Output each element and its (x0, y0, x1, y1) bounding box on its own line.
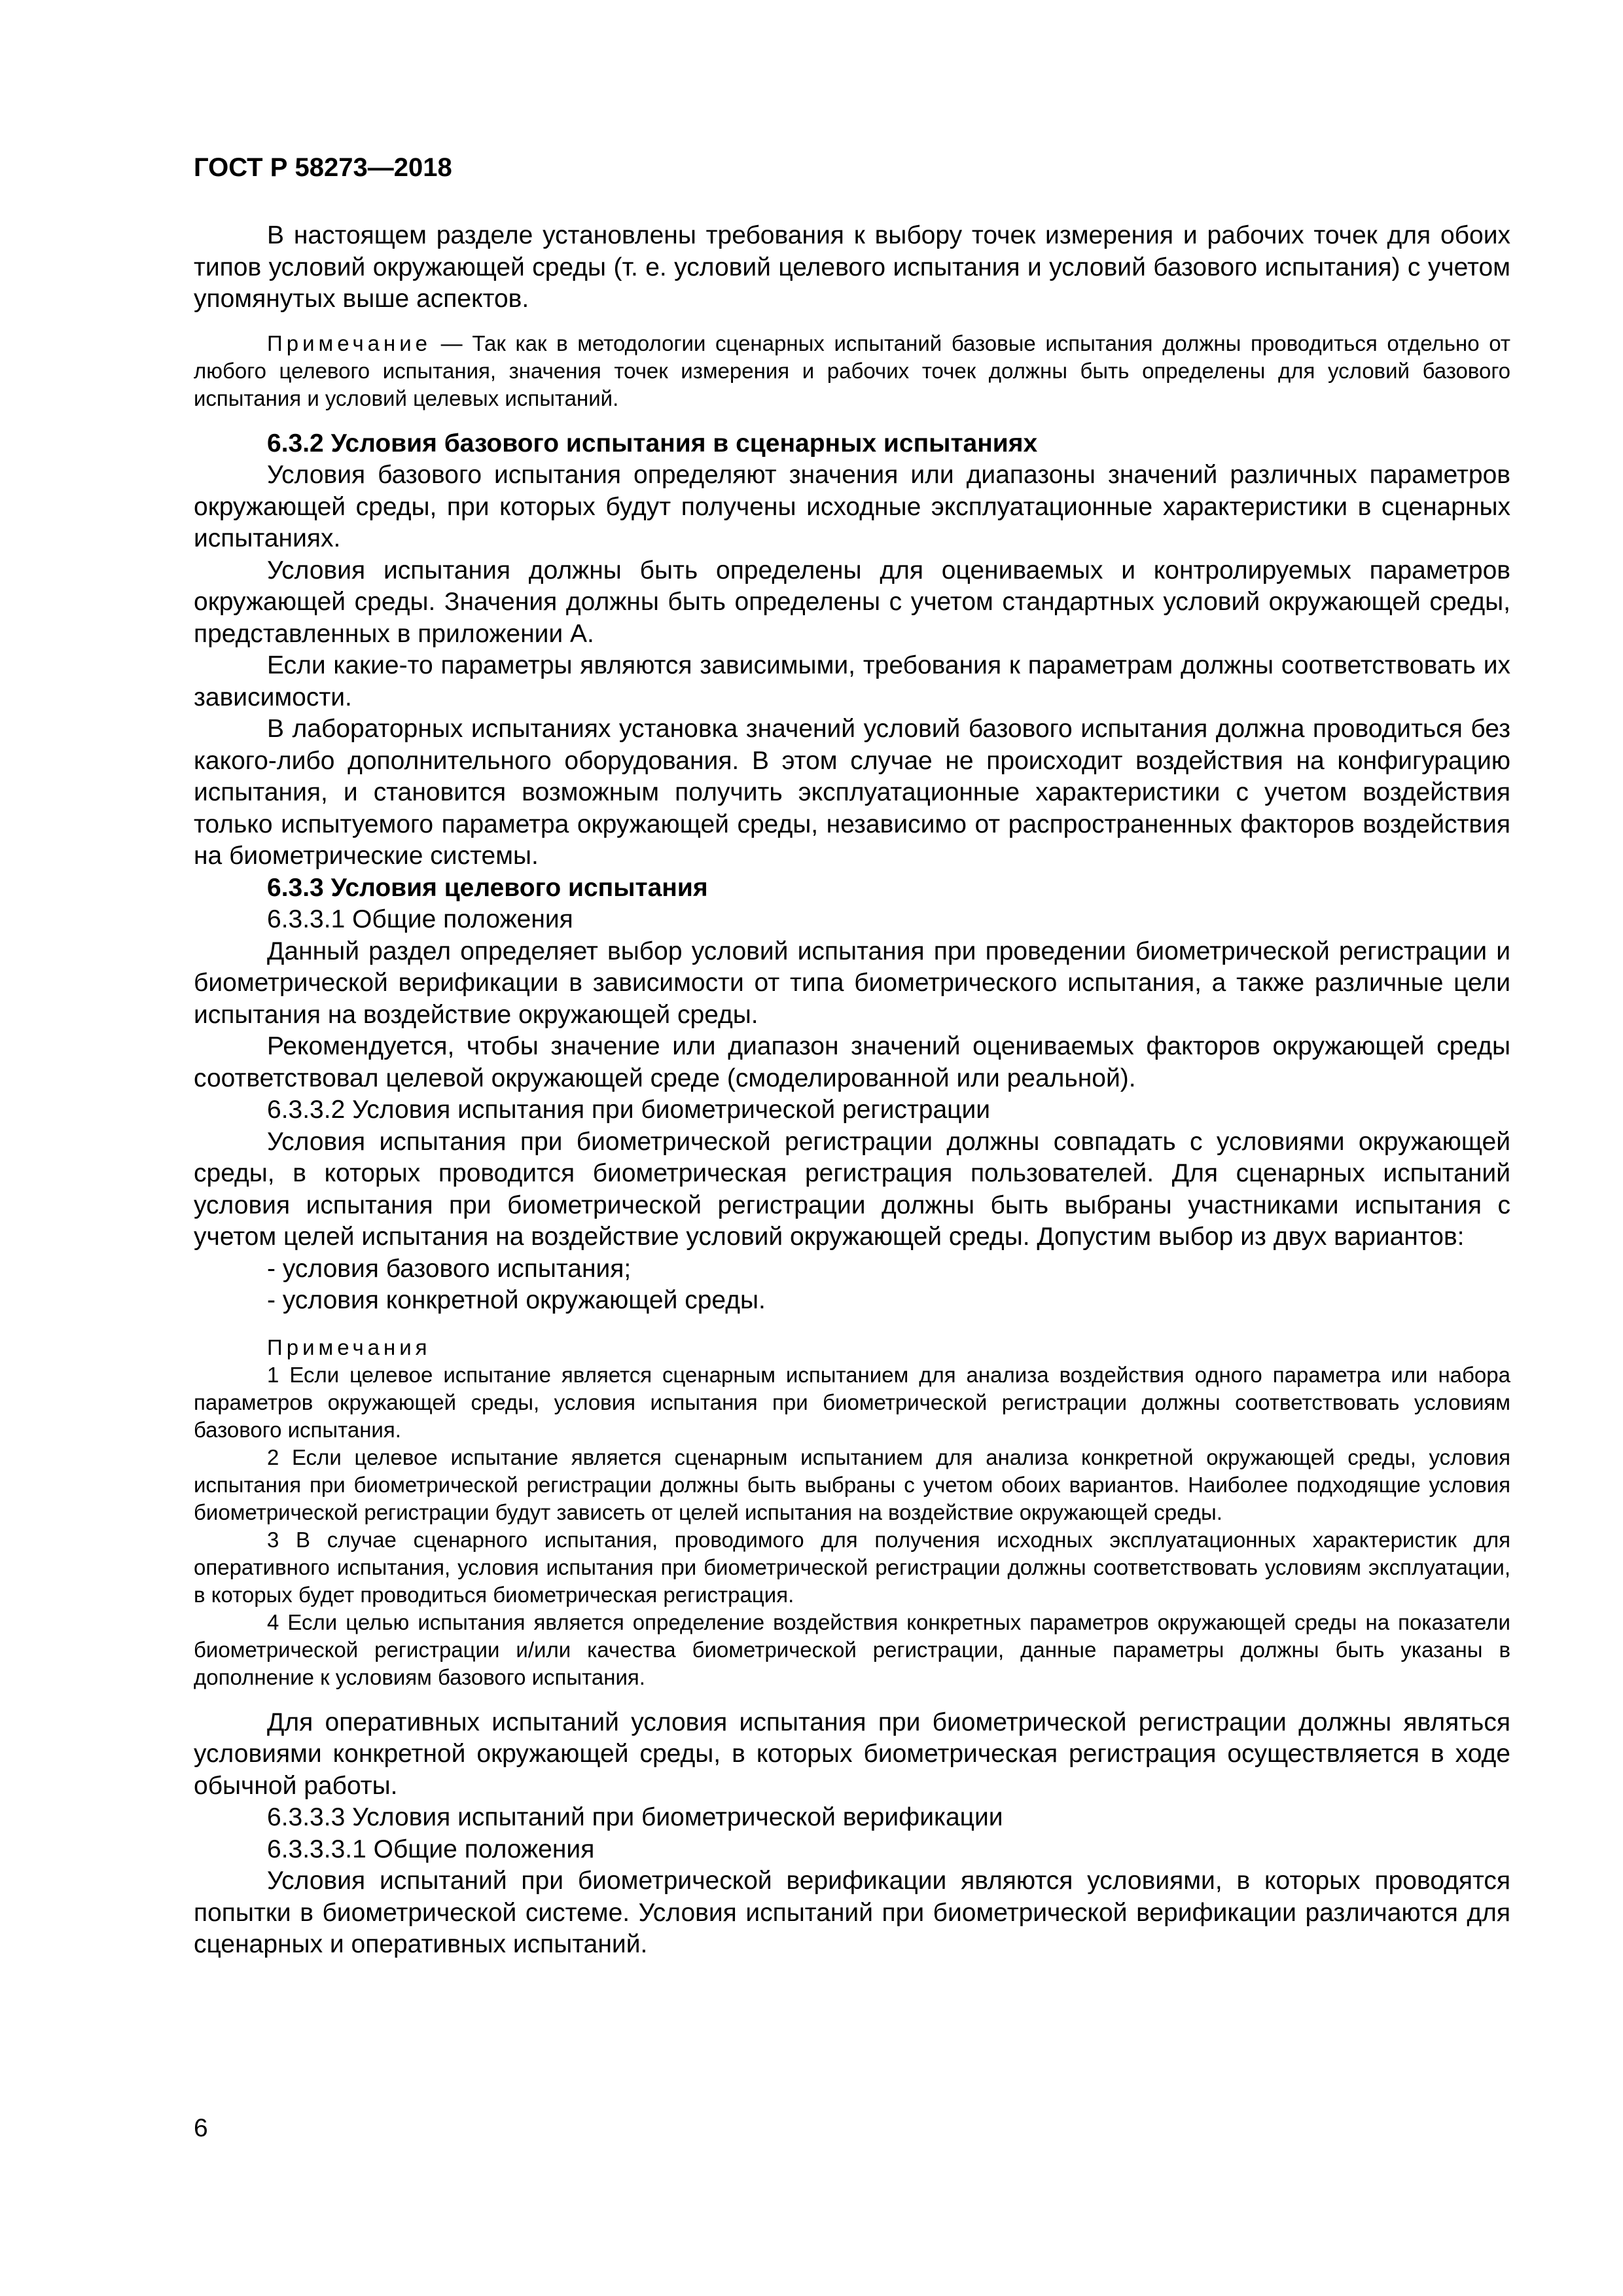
list-item: - условия конкретной окружающей среды. (267, 1286, 766, 1314)
paragraph: Условия испытаний при биометрической верификации являются условиями, в которых проводятся попытки в биометрической системе. Условия испытаний при биометрической верификации различаются для сценарных и оперативных испытаний. (194, 1867, 1510, 1958)
section-heading-6-3-3: 6.3.3 Условия целевого испытания (267, 873, 708, 902)
subsection-heading-6-3-3-1: 6.3.3.1 Общие положения (267, 905, 573, 933)
section-heading-6-3-2: 6.3.2 Условия базового испытания в сценарных испытаниях (267, 429, 1038, 457)
page-number: 6 (194, 2114, 208, 2142)
paragraph: Данный раздел определяет выбор условий испытания при проведении биометрической регистрации и биометрической верификации в зависимости от типа биометрического испытания, а также различные цели испытания на воздействие окружающей среды. (194, 937, 1510, 1029)
intro-paragraph: В настоящем разделе установлены требования к выбору точек измерения и рабочих точек для обоих типов условий окружающей среды (т. е. условий целевого испытания и условий базового испытания) с учетом упомянутых выше аспектов. (194, 221, 1510, 313)
paragraph: Для оперативных испытаний условия испытания при биометрической регистрации должны являться условиями конкретной окружающей среды, в которых биометрическая регистрация осуществляется в ходе обычной работы. (194, 1708, 1510, 1800)
list-item: - условия базового испытания; (267, 1254, 632, 1283)
notes-title: Примечания (267, 1335, 431, 1359)
intro-note (194, 330, 1510, 412)
note-item: 1 Если целевое испытание является сценарным испытанием для анализа воздействия одного параметра или набора параметров окружающей среды, условия испытания при биометрической регистрации должны соответствовать условиям базового испытания. (194, 1362, 1510, 1442)
note-item: 2 Если целевое испытание является сценарным испытанием для анализа конкретной окружающей среды, условия испытания при биометрической регистрации должны быть выбраны с учетом обоих вариантов. Наиболее подходящие условия биометрической регистрации будут зависеть от целей испытания на воздействие окружающей среды. (194, 1444, 1510, 1524)
paragraph: Условия испытания при биометрической регистрации должны совпадать с условиями окружающей среды, в которых проводится биометрическая регистрация пользователей. Для сценарных испытаний условия испытания при биометрической регистрации должны быть выбраны участниками испытания с учетом целей испытания на воздействие условий окружающей среды. Допустим выбор из двух вариантов: (194, 1127, 1510, 1251)
note-text: — Так как в методологии сценарных испытаний базовые испытания должны проводиться отдельно от любого целевого испытания, значения точек измерения и рабочих точек должны быть определены для условий базового испытания и условий целевых испытаний. (194, 331, 1510, 410)
paragraph: В лабораторных испытаниях установка значений условий базового испытания должна проводиться без какого-либо дополнительного оборудования. В этом случае не происходит воздействия на конфигурацию испытания, и становится возможным получить эксплуатационные характеристики с учетом воздействия только испытуемого параметра окружающей среды, независимо от распространенных факторов воздействия на биометрические системы. (194, 715, 1510, 870)
document-page (194, 152, 1510, 2220)
subsection-heading-6-3-3-2: 6.3.3.2 Условия испытания при биометрической регистрации (267, 1096, 991, 1124)
paragraph: Если какие-то параметры являются зависимыми, требования к параметрам должны соответствовать их зависимости. (194, 651, 1510, 711)
subsection-heading-6-3-3-3: 6.3.3.3 Условия испытаний при биометрической верификации (267, 1803, 1003, 1831)
note-item: 3 В случае сценарного испытания, проводимого для получения исходных эксплуатационных характеристик для оперативного испытания, условия испытания при биометрической регистрации должны соответствовать условиям эксплуатации, в которых будет проводиться биометрическая регистрация. (194, 1527, 1510, 1607)
note-item: 4 Если целью испытания является определение воздействия конкретных параметров окружающей среды на показатели биометрической регистрации и/или качества биометрической регистрации, данные параметры должны быть указаны в дополнение к условиям базового испытания. (194, 1609, 1510, 1689)
note-label: Примечание (267, 331, 432, 355)
paragraph: Условия базового испытания определяют значения или диапазоны значений различных параметров окружающей среды, при которых будут получены исходные эксплуатационные характеристики в сценарных испытаниях. (194, 461, 1510, 552)
paragraph: Рекомендуется, чтобы значение или диапазон значений оцениваемых факторов окружающей среды соответствовал целевой окружающей среде (смоделированной или реальной). (194, 1032, 1510, 1092)
document-code: ГОСТ Р 58273—2018 (194, 153, 452, 182)
notes-block (194, 1334, 1510, 1691)
subsection-heading-6-3-3-3-1: 6.3.3.3.1 Общие положения (267, 1835, 595, 1863)
paragraph: Условия испытания должны быть определены для оцениваемых и контролируемых параметров окружающей среды. Значения должны быть определены с учетом стандартных условий окружающей среды, представленных в приложении А. (194, 556, 1510, 648)
